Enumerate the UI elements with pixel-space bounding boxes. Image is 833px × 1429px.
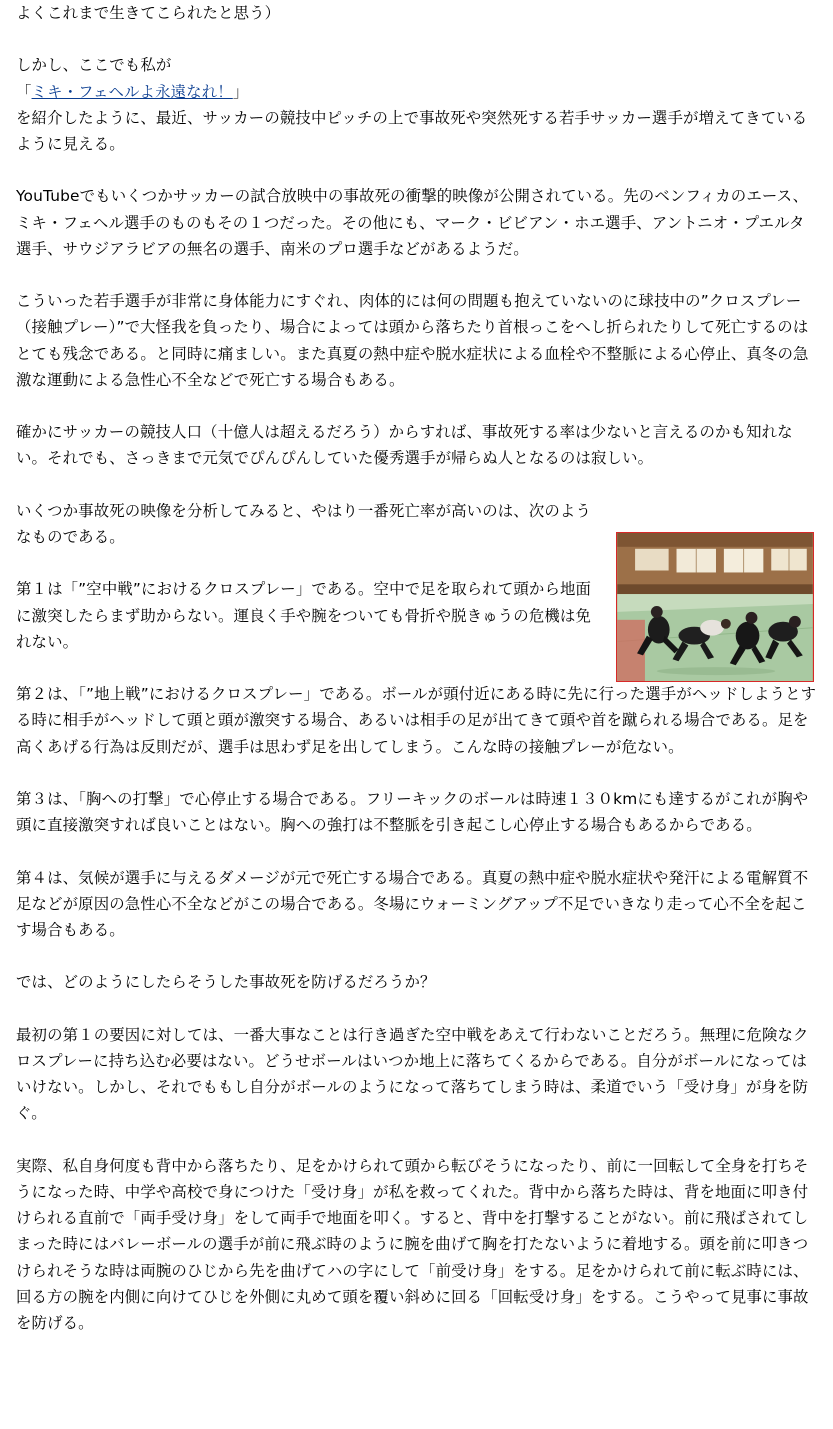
- close-bracket: 」: [232, 82, 249, 101]
- paragraph-2: YouTubeでもいくつかサッカーの試合放映中の事故死の衝撃的映像が公開されている。先のベンフィカのエース、ミキ・フェヘル選手のものもその１つだった。その他にも、マーク・ビビアン・ホエ選手、アントニオ・プエルタ選手、サウジアラビアの無名の選手、南米のプロ選手などがあるようだ。: [16, 187, 809, 258]
- paragraph-9: 第４は、気候が選手に与えるダメージが元で死亡する場合である。真夏の熱中症や脱水症状や発汗による電解質不足などが原因の急性心不全などがこの場合である。冬場にウォーミングアップ不足でいきなり走って心不全を起こす場合もある。: [16, 868, 809, 939]
- paragraph-12: 実際、私自身何度も背中から落ちたり、足をかけられて頭から転びそうになったり、前に一回転して全身を打ちそうになった時、中学や高校で身につけた「受け身」が私を救ってくれた。背中から落ちた時は、背を地面に叩き付けられる直前で「両手受け身」をして両手で地面を叩く。すると、背中を打撃することがない。前に飛ばされてしまった時にはバレーボールの選手が前に飛ぶ時のように腕を曲げて胸を打たないように着地する。頭を前に叩きつけられそうな時は両腕のひじから先を曲げてハの字にして「前受け身」をする。足をかけられて前に転ぶ時には、回る方の腕を内側に向けてひじを外側に丸めて頭を覆い斜めに回る「回転受け身」をする。こうやって見事に事故を防げる。: [16, 1156, 809, 1332]
- open-bracket: 「: [16, 82, 32, 101]
- miki-feher-article-link[interactable]: ミキ・フェヘルよ永遠なれ！: [31, 82, 233, 101]
- paragraph-11: 最初の第１の要因に対しては、一番大事なことは行き過ぎた空中戦をあえて行わないことだろう。無理に危険なクロスプレーに持ち込む必要はない。どうせボールはいつか地上に落ちてくるからである。自分がボールになってはいけない。しかし、それでももし自分がボールのようになって落ちてしまう時は、柔道でいう「受け身」が身を防ぐ。: [16, 1025, 809, 1123]
- paragraph-5: いくつか事故死の映像を分析してみると、やはり一番死亡率が高いのは、次のようなものである。: [16, 501, 592, 546]
- paragraph-6: 第１は「”空中戦”におけるクロスプレー」である。空中で足を取られて頭から地面に激突したらまず助からない。運良く手や腕をついても骨折や脱きゅうの危機は免れない。: [16, 580, 592, 651]
- paragraph-1-body: を紹介したように、最近、サッカーの競技中ピッチの上で事故死や突然死する若手サッカー選手が増えてきているように見える。: [16, 108, 808, 153]
- paragraph-10: では、どのようにしたらそうした事故死を防げるだろうか？: [16, 973, 436, 992]
- paragraph-1-link-line: [16, 79, 817, 105]
- judo-practice-photo: [616, 532, 814, 682]
- paragraph-3: こういった若手選手が非常に身体能力にすぐれ、肉体的には何の問題も抱えていないのに球技中の”クロスプレー（接触プレー）”で大怪我を負ったり、場合によっては頭から落ちたり首根っこをへし折られたりして死亡するのはとても残念である。と同時に痛ましい。また真夏の熱中症や脱水症状による血栓や不整脈による心停止、真冬の急激な運動による急性心不全などで死亡する場合もある。: [16, 292, 809, 389]
- paragraph-8: 第３は、「胸への打撃」で心停止する場合である。フリーキックのボールは時速１３０kmにも達するがこれが胸や頭に直接激突すれば良いことはない。胸への強打は不整脈を引き起こし心停止する場合もあるからである。: [16, 789, 809, 835]
- paragraph-1-intro: しかし、ここでも私が: [16, 56, 172, 75]
- paragraph-4: 確かにサッカーの競技人口（十億人は超えるだろう）からすれば、事故死する率は少ないと言えるのかも知れない。それでも、さっきまで元気でぴんぴんしていた優秀選手が帰らぬ人となるのは寂しい。: [16, 423, 793, 468]
- paragraph-7: 第２は、「”地上戦”におけるクロスプレー」である。ボールが頭付近にある時に先に行った選手がヘッドしようとする時に相手がヘッドして頭と頭が激突する場合、あるいは相手の足が出てきて頭や首を蹴られる場合である。足を高くあげる行為は反則だが、選手は思わず足を出してしまう。こんな時の接触プレーが危ない。: [16, 685, 817, 756]
- paragraph-0: よくこれまで生きてこられたと思う）: [16, 4, 281, 22]
